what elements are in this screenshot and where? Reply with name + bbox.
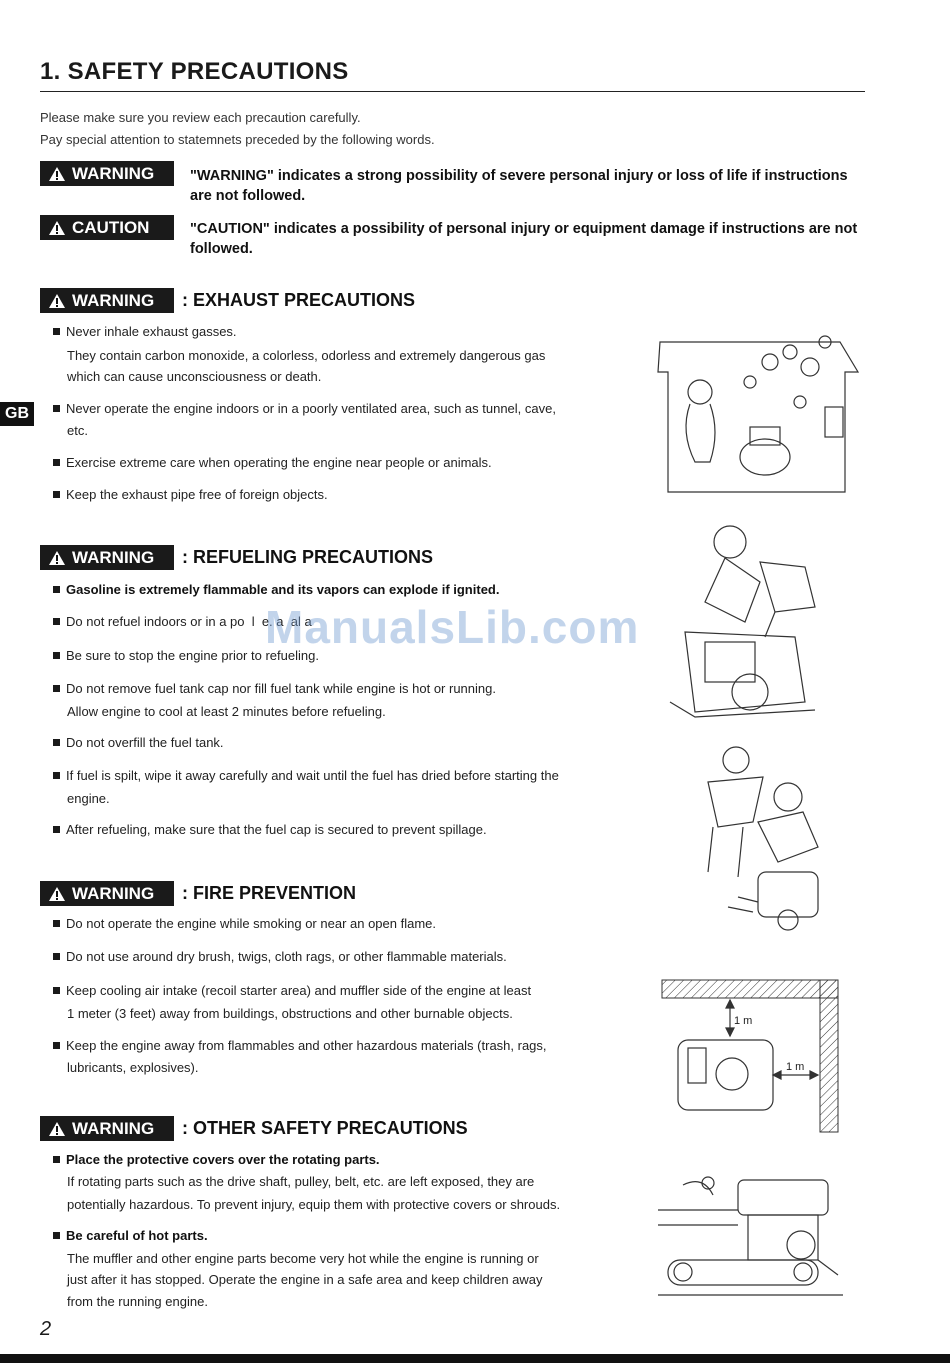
list-item: Do not overfill the fuel tank.	[53, 732, 623, 754]
list-item-detail: etc.	[67, 423, 88, 438]
warning-definition: "WARNING" indicates a strong possibility of severe personal injury or loss of life if instructions are not followed.	[190, 168, 848, 204]
warning-badge-label: WARNING	[72, 164, 155, 183]
caution-badge-definition	[40, 215, 174, 240]
section-title: : OTHER SAFETY PRECAUTIONS	[182, 1118, 468, 1138]
bottom-border	[0, 1354, 950, 1363]
page-number: 2	[40, 1318, 52, 1340]
section-refueling-header	[40, 545, 433, 570]
clearance-diagram	[660, 978, 842, 1136]
warning-triangle-icon	[48, 886, 66, 902]
rotating-parts-illustration	[653, 1165, 848, 1310]
list-item: Do not refuel indoors or in a po l e. a al a	[53, 611, 623, 633]
list-item: Be sure to stop the engine prior to refueling.	[53, 645, 623, 667]
watermark: ManualsLib.com	[265, 601, 640, 653]
list-item: Never operate the engine indoors or in a poorly ventilated area, such as tunnel, cave,	[53, 398, 623, 420]
list-item: Keep the exhaust pipe free of foreign objects.	[53, 484, 623, 506]
list-item: Never inhale exhaust gasses.	[53, 321, 623, 343]
section-title: : REFUELING PRECAUTIONS	[182, 547, 434, 567]
list-item-detail: from the running engine.	[67, 1294, 208, 1309]
warning-badge	[40, 288, 174, 313]
list-item: If fuel is spilt, wipe it away carefully and wait until the fuel has dried before starting the	[53, 765, 623, 787]
warning-badge-label: WARNING	[72, 548, 155, 567]
list-item: Do not remove fuel tank cap nor fill fuel tank while engine is hot or running.	[53, 678, 623, 700]
caution-definition: "CAUTION" indicates a possibility of personal injury or equipment damage if instructions are not followed.	[190, 221, 858, 257]
list-item-detail: engine.	[67, 791, 110, 806]
section-title: : FIRE PREVENTION	[182, 883, 357, 903]
indoor-exhaust-illustration	[640, 312, 870, 497]
list-item-detail: potentially hazardous. To prevent injury, equip them with protective covers or shrouds.	[67, 1197, 561, 1212]
list-item-detail: The muffler and other engine parts become very hot while the engine is running or	[67, 1251, 539, 1266]
language-tab-gb: GB	[0, 402, 34, 426]
list-item: After refueling, make sure that the fuel cap is secured to prevent spillage.	[53, 819, 623, 841]
warning-triangle-icon	[48, 550, 66, 566]
warning-badge	[40, 545, 174, 570]
warning-badge	[40, 1116, 174, 1141]
side-distance-label: 1 m	[786, 1061, 805, 1073]
page-title: 1. SAFETY PRECAUTIONS	[40, 58, 349, 85]
warning-badge-label: WARNING	[72, 291, 155, 310]
title-underline	[40, 91, 865, 92]
warning-badge	[40, 881, 174, 906]
intro-line-1: Please make sure you review each precaution carefully.	[40, 110, 361, 125]
warning-badge-definition	[40, 161, 174, 186]
warning-triangle-icon	[48, 220, 66, 236]
section-title: : EXHAUST PRECAUTIONS	[182, 290, 416, 310]
warning-badge-label: WARNING	[72, 884, 155, 903]
list-item: Gasoline is extremely flammable and its vapors can explode if ignited.	[53, 579, 623, 601]
list-item: Keep cooling air intake (recoil starter area) and muffler side of the engine at least	[53, 980, 623, 1002]
list-item-detail: Allow engine to cool at least 2 minutes before refueling.	[67, 704, 386, 719]
refueling-illustration	[665, 512, 830, 727]
list-item: Keep the engine away from flammables and other hazardous materials (trash, rags,	[53, 1035, 623, 1057]
list-item: Exercise extreme care when operating the engine near people or animals.	[53, 452, 623, 474]
list-item-detail: lubricants, explosives).	[67, 1060, 199, 1075]
list-item-detail: If rotating parts such as the drive shaft, pulley, belt, etc. are left exposed, they are	[67, 1174, 535, 1189]
fuel-spill-illustration	[668, 742, 833, 937]
section-exhaust-header	[40, 288, 415, 313]
list-item-detail: 1 meter (3 feet) away from buildings, obstructions and other burnable objects.	[67, 1006, 513, 1021]
caution-badge-label: CAUTION	[72, 218, 150, 237]
list-item-detail: They contain carbon monoxide, a colorless, odorless and extremely dangerous gas	[67, 348, 546, 363]
warning-badge-label: WARNING	[72, 1119, 155, 1138]
intro-line-2: Pay special attention to statemnets preceded by the following words.	[40, 132, 435, 147]
section-fire-header	[40, 881, 356, 906]
list-item: Place the protective covers over the rotating parts.	[53, 1149, 623, 1171]
top-distance-label: 1 m	[734, 1015, 753, 1027]
warning-triangle-icon	[48, 1121, 66, 1137]
list-item: Do not operate the engine while smoking or near an open flame.	[53, 913, 623, 935]
warning-triangle-icon	[48, 293, 66, 309]
list-item-detail: just after it has stopped. Operate the engine in a safe area and keep children away	[67, 1272, 543, 1287]
list-item: Do not use around dry brush, twigs, cloth rags, or other flammable materials.	[53, 946, 623, 968]
list-item-detail: which can cause unconsciousness or death.	[67, 369, 322, 384]
section-other-header	[40, 1116, 468, 1141]
list-item: Be careful of hot parts.	[53, 1225, 623, 1247]
warning-triangle-icon	[48, 166, 66, 182]
